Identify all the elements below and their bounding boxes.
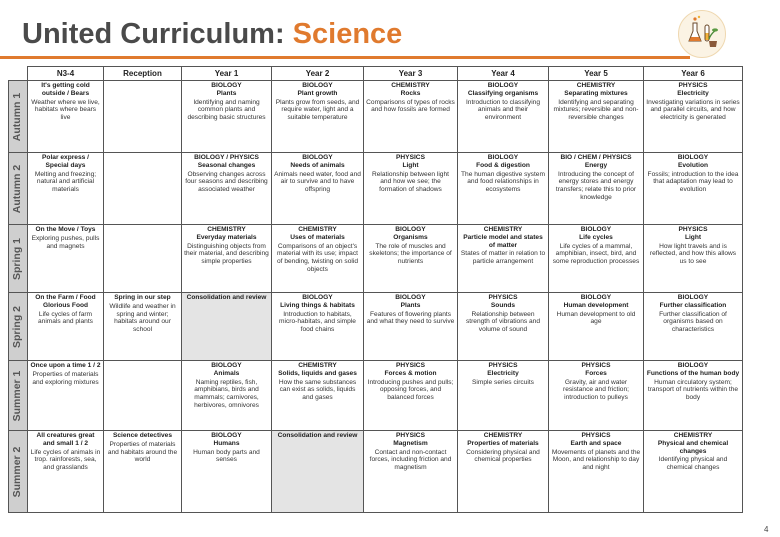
- cell-year-3: [364, 153, 458, 225]
- cell-year-3: [364, 81, 458, 153]
- cell-subject: PHYSICS: [488, 362, 518, 369]
- column-header-year-2: Year 2: [272, 67, 364, 81]
- cell-body: Properties of materials and habitats around the world: [107, 440, 178, 464]
- term-label-cell: [9, 153, 28, 225]
- cell-topic: Sounds: [490, 301, 516, 309]
- cell-topic: Further classification: [659, 301, 727, 309]
- cell-body: Wildlife and weather in spring and winter; habitats around our school: [109, 302, 176, 334]
- column-header-year-1: Year 1: [182, 67, 272, 81]
- cell-n34: [28, 153, 104, 225]
- cell-topic: Polar express / Special days: [42, 154, 89, 169]
- cell-topic: Evolution: [677, 161, 709, 169]
- cell-body: Distinguishing objects from their material, and describing simple properties: [184, 242, 269, 266]
- cell-year-4: [458, 431, 549, 513]
- cell-year-2: [272, 293, 364, 361]
- cell-subject: BIOLOGY: [211, 82, 242, 89]
- cell-subject: BIOLOGY: [302, 154, 333, 161]
- cell-subject: CHEMISTRY: [207, 226, 246, 233]
- cell-subject: CHEMISTRY: [483, 226, 523, 233]
- cell-topic: Plants: [216, 89, 237, 97]
- cell-year-2: [272, 225, 364, 293]
- cell-topic: Properties of materials: [467, 439, 539, 447]
- column-header-reception: Reception: [104, 67, 182, 81]
- cell-subject: PHYSICS: [581, 362, 611, 369]
- cell-subject: PHYSICS: [678, 82, 708, 89]
- cell-subject: CHEMISTRY: [576, 82, 616, 89]
- cell-body: Comparisons of an object's material with its use; impact of bending, twisting on solid objects: [276, 242, 358, 273]
- cell-body: Identifying and separating mixtures; reversible and non-reversible changes: [553, 98, 639, 122]
- cell-year-5: [549, 361, 644, 431]
- cell-topic: Uses of materials: [290, 233, 345, 241]
- term-row-summer-1: [9, 361, 743, 431]
- cell-topic: Solids, liquids and gases: [278, 369, 357, 377]
- term-row-autumn-2: [9, 153, 743, 225]
- cell-body: Features of flowering plants and what they need to survive: [366, 310, 455, 326]
- cell-body: Introducing pushes and pulls; opposing forces, and balanced forces: [367, 378, 454, 402]
- cell-year-2: [272, 81, 364, 153]
- column-header-year-4: Year 4: [458, 67, 549, 81]
- term-row-spring-1: [9, 225, 743, 293]
- cell-year-1: [182, 81, 272, 153]
- cell-year-5: [549, 153, 644, 225]
- cell-subject: BIOLOGY: [395, 294, 426, 301]
- cell-body: Comparisons of types of rocks and how fossils are formed: [366, 98, 455, 114]
- cell-body: Contact and non-contact forces, including friction and magnetism: [369, 448, 452, 472]
- cell-topic: Classifying organisms: [467, 89, 539, 97]
- cell-subject: PHYSICS: [396, 154, 425, 161]
- cell-year-6: [644, 431, 743, 513]
- cell-n34: [28, 361, 104, 431]
- cell-topic: Everyday materials: [196, 233, 257, 241]
- cell-body: Considering physical and chemical properties: [466, 448, 540, 464]
- cell-year-6: [644, 81, 743, 153]
- cell-body: Plants grow from seeds, and require water, light and a suitable temperature: [275, 98, 360, 122]
- cell-topic: Consolidation and review: [277, 432, 358, 439]
- cell-topic: Organisms: [393, 233, 428, 241]
- curriculum-table: [8, 66, 743, 513]
- cell-body: Human circulatory system; transport of nutrients within the body: [647, 378, 739, 402]
- cell-reception: [104, 225, 182, 293]
- cell-year-6: [644, 361, 743, 431]
- cell-topic: Seasonal changes: [197, 161, 256, 169]
- cell-body: Exploring pushes, pulls and magnets: [31, 234, 100, 250]
- cell-topic: Electricity: [487, 369, 519, 377]
- cell-topic: Functions of the human body: [646, 369, 740, 377]
- header-row: [9, 67, 743, 81]
- term-row-spring-2: [9, 293, 743, 361]
- term-row-autumn-1: [9, 81, 743, 153]
- cell-body: Introduction to habitats, micro-habitats, and simple food chains: [279, 310, 356, 334]
- cell-subject: BIOLOGY: [677, 154, 709, 161]
- cell-body: The human digestive system and food relationships in ecosystems: [461, 170, 545, 194]
- cell-body: Melting and freezing; natural and artificial materials: [34, 170, 97, 194]
- cell-year-4: [458, 225, 549, 293]
- cell-n34: [28, 81, 104, 153]
- cell-subject: CHEMISTRY: [298, 362, 337, 369]
- cell-topic: Electricity: [677, 89, 709, 97]
- cell-year-1: [182, 361, 272, 431]
- cell-subject: BIOLOGY: [677, 362, 709, 369]
- cell-year-6: [644, 293, 743, 361]
- cell-year-3: [364, 293, 458, 361]
- cell-year-3: [364, 225, 458, 293]
- cell-body: Human development to old age: [556, 310, 636, 326]
- cell-subject: BIOLOGY: [395, 226, 426, 233]
- cell-reception: [104, 361, 182, 431]
- term-label: Summer 1: [11, 370, 24, 421]
- cell-subject: PHYSICS: [678, 226, 708, 233]
- cell-body: Animals need water, food and air to survive and to have offspring: [274, 170, 361, 194]
- term-label: Spring 2: [11, 305, 24, 348]
- cell-body: Properties of materials and exploring mixtures: [32, 370, 99, 386]
- cell-body: Introduction to classifying animals and their environment: [465, 98, 541, 122]
- cell-year-1-consolidation: [182, 293, 272, 361]
- page-title: [22, 16, 402, 52]
- cell-subject: CHEMISTRY: [298, 226, 337, 233]
- cell-body: Life cycles of a mammal, amphibian, insect, bird, and some reproduction processes: [552, 242, 640, 266]
- cell-year-5: [549, 293, 644, 361]
- cell-subject: BIOLOGY: [487, 82, 519, 89]
- cell-reception: [104, 81, 182, 153]
- column-header-year-6: Year 6: [644, 67, 743, 81]
- cell-subject: CHEMISTRY: [391, 82, 430, 89]
- cell-subject: BIOLOGY: [580, 226, 612, 233]
- cell-topic: Animals: [213, 369, 240, 377]
- cell-topic: Light: [684, 233, 702, 241]
- cell-year-3: [364, 431, 458, 513]
- cell-topic: Physical and chemical changes: [657, 439, 729, 455]
- cell-year-4: [458, 153, 549, 225]
- cell-year-1: [182, 153, 272, 225]
- term-label-cell: [9, 361, 28, 431]
- cell-body: Fossils; introduction to the idea that adaptation may lead to evolution: [647, 170, 739, 194]
- cell-year-2: [272, 361, 364, 431]
- cell-topic: Spring in our step: [114, 294, 171, 301]
- cell-topic: Food & digestion: [476, 161, 530, 169]
- term-label-cell: [9, 431, 28, 513]
- cell-year-5: [549, 81, 644, 153]
- cell-subject: BIO / CHEM / PHYSICS: [560, 154, 632, 161]
- cell-year-6: [644, 153, 743, 225]
- cell-subject: BIOLOGY: [211, 362, 242, 369]
- cell-body: Relationship between strength of vibrations and volume of sound: [465, 310, 541, 334]
- cell-year-1: [182, 225, 272, 293]
- cell-year-3: [364, 361, 458, 431]
- cell-topic: Life cycles: [579, 233, 613, 241]
- cell-topic: Living things & habitats: [280, 301, 355, 309]
- corner-cell: [9, 67, 28, 81]
- cell-year-2-consolidation: [272, 431, 364, 513]
- title-subject: Science: [292, 18, 403, 50]
- title-underline: [0, 56, 690, 59]
- cell-topic: Humans: [213, 439, 240, 447]
- cell-body: Movements of planets and the Moon, and relationship to day and night: [551, 448, 641, 472]
- page-number: 4: [764, 525, 769, 534]
- cell-topic: Rocks: [400, 89, 421, 97]
- term-row-summer-2: [9, 431, 743, 513]
- cell-n34: [28, 225, 104, 293]
- cell-subject: BIOLOGY: [677, 294, 709, 301]
- cell-subject: PHYSICS: [581, 432, 611, 439]
- cell-body: Gravity, air and water resistance and friction; introduction to pulleys: [563, 378, 629, 402]
- cell-topic: Light: [402, 161, 419, 169]
- cell-body: Relationship between light and how we see; the formation of shadows: [372, 170, 449, 194]
- cell-topic: Separating mixtures: [564, 89, 628, 97]
- cell-topic: Magnetism: [393, 439, 428, 447]
- cell-year-4: [458, 361, 549, 431]
- term-label-cell: [9, 225, 28, 293]
- cell-body: How the same substances can exist as solids, liquids and gases: [278, 378, 357, 402]
- cell-topic: Plants: [400, 301, 421, 309]
- cell-body: The role of muscles and skeletons; the importance of nutrients: [369, 242, 452, 266]
- cell-body: Weather where we live, habitats where bears live: [31, 98, 100, 122]
- cell-subject: BIOLOGY / PHYSICS: [194, 154, 259, 161]
- cell-body: Simple series circuits: [472, 378, 534, 386]
- cell-year-4: [458, 293, 549, 361]
- cell-body: Further classification of organisms based on characteristics: [659, 310, 727, 334]
- cell-year-4: [458, 81, 549, 153]
- cell-body: Life cycles of animals in trop. rainforests, sea, and grasslands: [30, 448, 101, 472]
- term-label: Spring 1: [11, 237, 24, 280]
- page-header: [0, 0, 780, 58]
- cell-topic: Once upon a time 1 / 2: [30, 362, 101, 369]
- cell-reception: [104, 431, 182, 513]
- cell-body: Identifying and naming common plants and describing basic structures: [187, 98, 266, 122]
- cell-body: Investigating variations in series and parallel circuits, and how electricity is generated: [646, 98, 740, 122]
- term-label: Autumn 1: [11, 92, 24, 141]
- cell-subject: PHYSICS: [396, 362, 425, 369]
- cell-year-6: [644, 225, 743, 293]
- term-label-cell: [9, 293, 28, 361]
- cell-topic: Forces & motion: [384, 369, 437, 377]
- cell-subject: BIOLOGY: [487, 154, 519, 161]
- cell-reception: [104, 153, 182, 225]
- term-label-cell: [9, 81, 28, 153]
- cell-topic: Particle model and states of matter: [463, 233, 543, 249]
- cell-body: Naming reptiles, fish, amphibians, birds and mammals; carnivores, herbivores, omnivores: [194, 378, 259, 409]
- cell-topic: Energy: [584, 161, 608, 169]
- cell-body: Human body parts and senses: [193, 448, 260, 464]
- column-header-year-5: Year 5: [549, 67, 644, 81]
- cell-subject: CHEMISTRY: [483, 432, 523, 439]
- cell-body: States of matter in relation to particle arrangement: [460, 250, 546, 266]
- cell-subject: BIOLOGY: [580, 294, 612, 301]
- cell-topic: On the Move / Toys: [35, 226, 96, 233]
- cell-year-5: [549, 431, 644, 513]
- cell-n34: [28, 293, 104, 361]
- term-label: Summer 2: [11, 446, 24, 497]
- cell-topic: Science detectives: [112, 432, 172, 439]
- cell-subject: BIOLOGY: [302, 294, 333, 301]
- cell-year-1: [182, 431, 272, 513]
- cell-subject: PHYSICS: [488, 294, 518, 301]
- cell-topic: Plant growth: [297, 89, 338, 97]
- cell-reception: [104, 293, 182, 361]
- cell-subject: PHYSICS: [396, 432, 425, 439]
- cell-n34: [28, 431, 104, 513]
- cell-topic: It's getting cold outside / Bears: [41, 82, 90, 97]
- title-prefix: United Curriculum:: [22, 18, 293, 50]
- cell-subject: BIOLOGY: [211, 432, 242, 439]
- column-header-n34: N3-4: [28, 67, 104, 81]
- cell-body: How light travels and is reflected, and how this allows us to see: [649, 242, 737, 266]
- science-lab-icon: [678, 10, 726, 58]
- cell-body: Introducing the concept of energy stores and energy transfers; relate this to prior knowledge: [555, 170, 637, 201]
- column-header-year-3: Year 3: [364, 67, 458, 81]
- cell-topic: Earth and space: [570, 439, 622, 447]
- cell-topic: All creatures great and small 1 / 2: [36, 432, 95, 447]
- cell-topic: Forces: [585, 369, 607, 377]
- cell-topic: On the Farm / Food Glorious Food: [35, 294, 96, 309]
- term-label: Autumn 2: [11, 164, 24, 213]
- cell-year-2: [272, 153, 364, 225]
- cell-topic: Consolidation and review: [186, 294, 267, 301]
- cell-body: Identifying physical and chemical changes: [658, 456, 728, 472]
- cell-body: Observing changes across four seasons and describing associated weather: [185, 170, 268, 194]
- cell-subject: CHEMISTRY: [673, 432, 713, 439]
- cell-topic: Human development: [563, 301, 629, 309]
- cell-subject: BIOLOGY: [302, 82, 333, 89]
- cell-year-5: [549, 225, 644, 293]
- cell-body: Life cycles of farm animals and plants: [38, 310, 93, 326]
- cell-topic: Needs of animals: [290, 161, 345, 169]
